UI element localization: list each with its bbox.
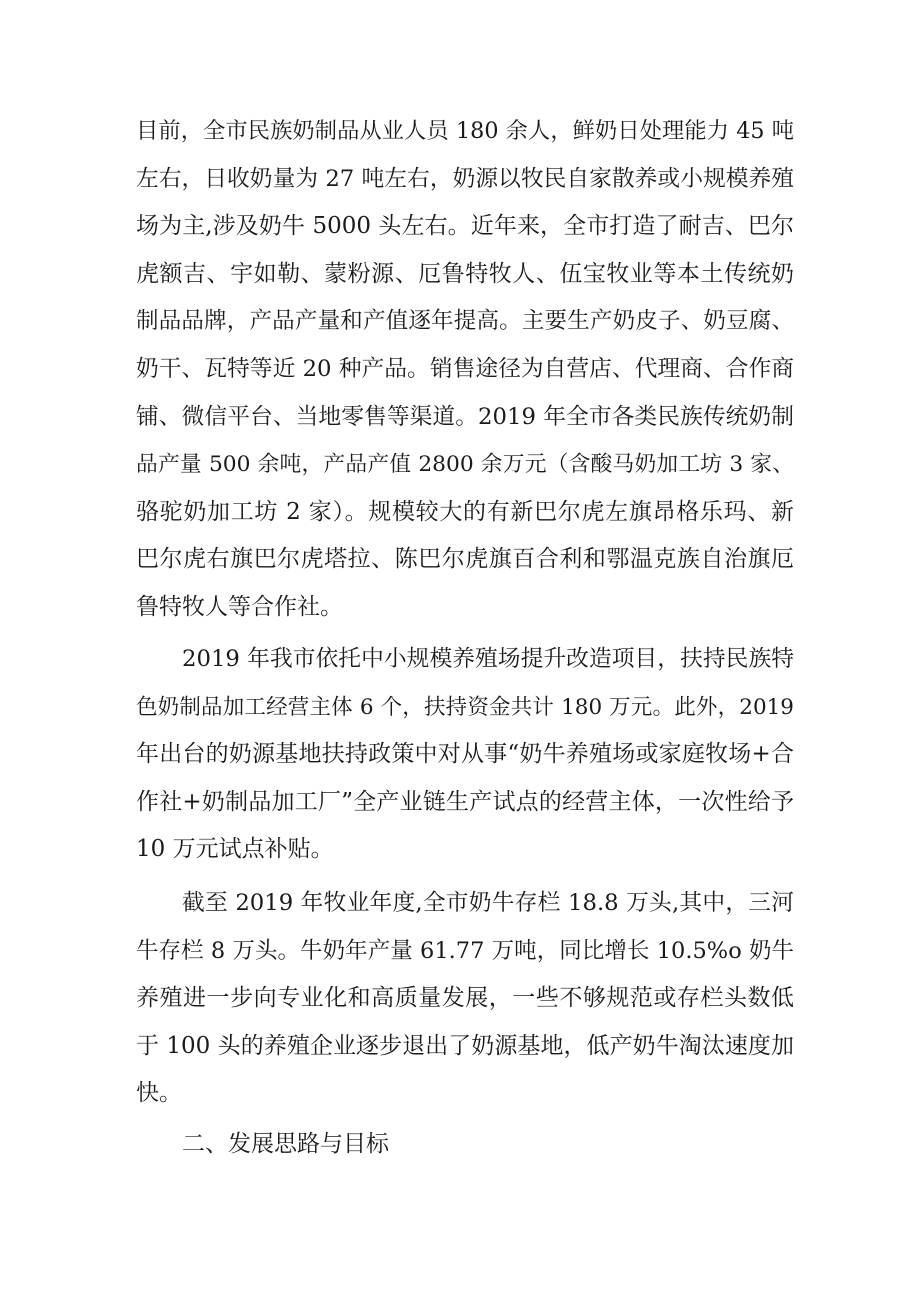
paragraph-2 bbox=[136, 636, 794, 874]
text-line: 场为主,涉及奶牛 5000 头左右。近年来，全市打造了耐吉、巴尔 bbox=[136, 213, 794, 240]
text-line: 作社+奶制品加工厂”全产业链生产试点的经营主体，一次性给予 bbox=[136, 788, 794, 815]
text-line: 巴尔虎右旗巴尔虎塔拉、陈巴尔虎旗百合利和鄂温克族自治旗厄 bbox=[136, 546, 794, 573]
text-line: 10 万元试点补贴。 bbox=[136, 836, 334, 863]
text-line: 养殖进一步向专业化和高质量发展，一些不够规范或存栏头数低 bbox=[136, 985, 794, 1012]
text-line: 牛存栏 8 万头。牛奶年产量 61.77 万吨，同比增长 10.5%o 奶牛 bbox=[136, 937, 794, 964]
text-line: 骆驼奶加工坊 2 家）。规模较大的有新巴尔虎左旗昂格乐玛、新 bbox=[136, 498, 794, 525]
text-line: 制品品牌，产品产量和产值逐年提高。主要生产奶皮子、奶豆腐、 bbox=[136, 308, 794, 335]
heading-text: 二、发展思路与目标 bbox=[182, 1131, 389, 1157]
text-line: 色奶制品加工经营主体 6 个，扶持资金共计 180 万元。此外，2019 bbox=[136, 694, 794, 720]
text-line: 2019 年我市依托中小规模养殖场提升改造项目，扶持民族特 bbox=[182, 646, 794, 672]
text-line: 于 100 头的养殖企业逐步退出了奶源基地，低产奶牛淘汰速度加 bbox=[136, 1032, 794, 1059]
text-line: 铺、微信平台、当地零售等渠道。2019 年全市各类民族传统奶制 bbox=[136, 403, 794, 430]
text-line: 鲁特牧人等合作社。 bbox=[136, 593, 343, 620]
text-line: 品产量 500 余吨，产品产值 2800 余万元（含酸马奶加工坊 3 家、 bbox=[136, 452, 794, 478]
text-line: 左右，日收奶量为 27 吨左右，奶源以牧民自家散养或小规模养殖 bbox=[136, 165, 794, 192]
text-line: 奶干、瓦特等近 20 种产品。销售途径为自营店、代理商、合作商 bbox=[136, 355, 794, 382]
paragraph-3 bbox=[136, 880, 794, 1118]
text-line: 年出台的奶源基地扶持政策中对从事“奶牛养殖场或家庭牧场+合 bbox=[136, 741, 794, 768]
text-line: 目前，全市民族奶制品从业人员 180 余人，鲜奶日处理能力 45 吨 bbox=[136, 118, 794, 144]
section-heading bbox=[136, 1121, 794, 1169]
text-line: 快。 bbox=[136, 1080, 182, 1107]
text-line: 虎额吉、宇如勒、蒙粉源、厄鲁特牧人、伍宝牧业等本土传统奶 bbox=[136, 260, 794, 287]
text-line: 截至 2019 年牧业年度,全市奶牛存栏 18.8 万头,其中，三河 bbox=[182, 890, 794, 916]
paragraph-1 bbox=[136, 108, 794, 632]
